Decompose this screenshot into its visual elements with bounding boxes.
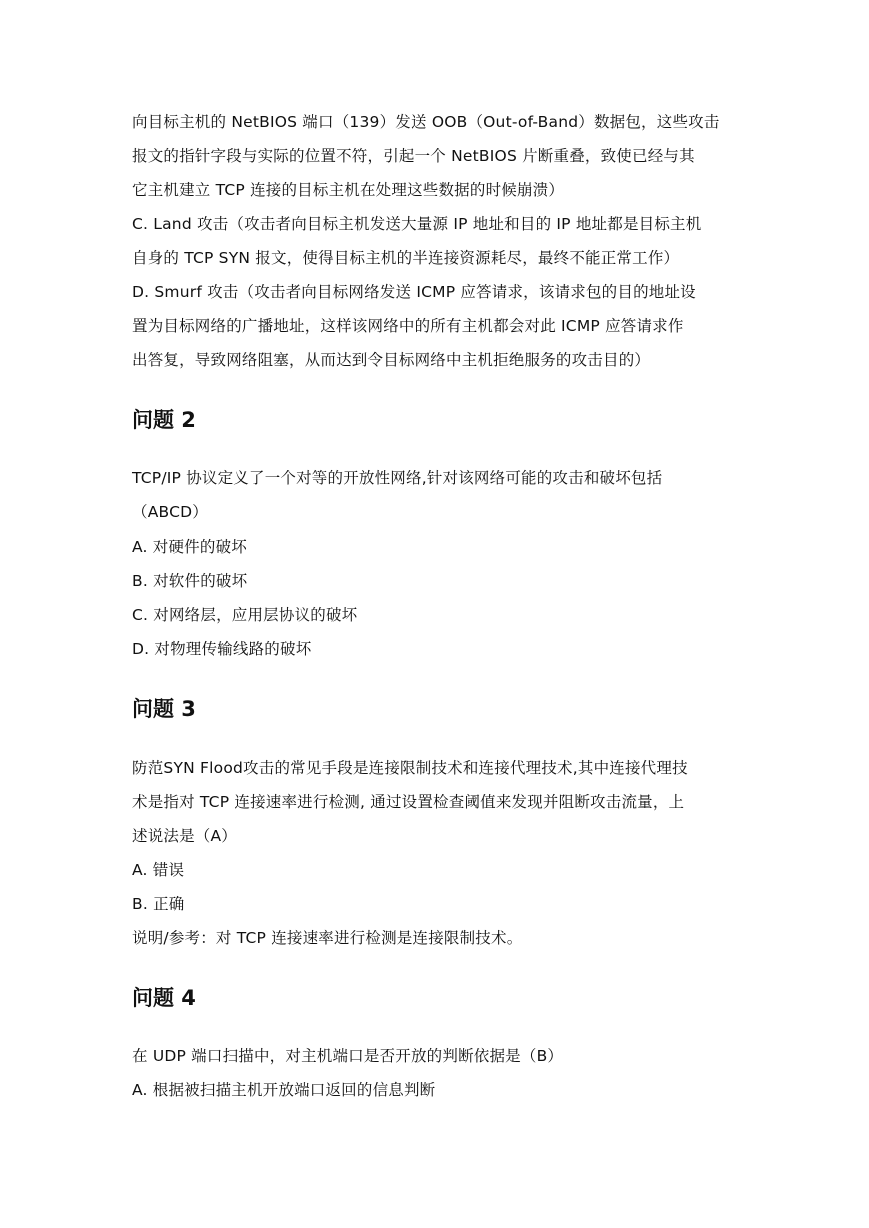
question-3-option-b: B. 正确: [132, 895, 185, 913]
question-2-text: TCP/IP 协议定义了一个对等的开放性网络,针对该网络可能的攻击和破坏包括: [132, 469, 663, 487]
question-4-heading: 问题 4: [132, 986, 196, 1010]
question-3-option-a: A. 错误: [132, 861, 185, 879]
paragraph-line: 向目标主机的 NetBIOS 端口（139）发送 OOB（Out-of-Band）数据包，这些攻击: [132, 113, 720, 131]
question-4-option-a: A. 根据被扫描主机开放端口返回的信息判断: [132, 1081, 436, 1099]
question-2-option-d: D. 对物理传输线路的破坏: [132, 640, 312, 658]
question-2-option-c: C. 对网络层，应用层协议的破坏: [132, 606, 358, 624]
question-3-note: 说明/参考：对 TCP 连接速率进行检测是连接限制技术。: [132, 929, 523, 947]
question-2-heading: 问题 2: [132, 408, 196, 432]
question-2-text: （ABCD）: [132, 503, 208, 521]
option-c-line: C. Land 攻击（攻击者向目标主机发送大量源 IP 地址和目的 IP 地址都是目标主机: [132, 215, 702, 233]
question-2-option-a: A. 对硬件的破坏: [132, 538, 247, 556]
question-3-text: 述说法是（A）: [132, 827, 238, 845]
paragraph-line: 报文的指针字段与实际的位置不符，引起一个 NetBIOS 片断重叠，致使已经与其: [132, 147, 695, 165]
question-3-heading: 问题 3: [132, 697, 196, 721]
option-d-line: D. Smurf 攻击（攻击者向目标网络发送 ICMP 应答请求，该请求包的目的地址设: [132, 283, 696, 301]
question-4-text: 在 UDP 端口扫描中，对主机端口是否开放的判断依据是（B）: [132, 1047, 564, 1065]
question-2-option-b: B. 对软件的破坏: [132, 572, 248, 590]
paragraph-line: 它主机建立 TCP 连接的目标主机在处理这些数据的时候崩溃）: [132, 181, 565, 199]
paragraph-line: 出答复，导致网络阻塞，从而达到令目标网络中主机拒绝服务的攻击目的）: [132, 351, 651, 369]
paragraph-line: 自身的 TCP SYN 报文，使得目标主机的半连接资源耗尽，最终不能正常工作）: [132, 249, 680, 267]
paragraph-line: 置为目标网络的广播地址，这样该网络中的所有主机都会对此 ICMP 应答请求作: [132, 317, 684, 335]
question-3-text: 术是指对 TCP 连接速率进行检测, 通过设置检查阈值来发现并阻断攻击流量，上: [132, 793, 685, 811]
question-3-text: 防范SYN Flood攻击的常见手段是连接限制技术和连接代理技术,其中连接代理技: [132, 759, 688, 777]
